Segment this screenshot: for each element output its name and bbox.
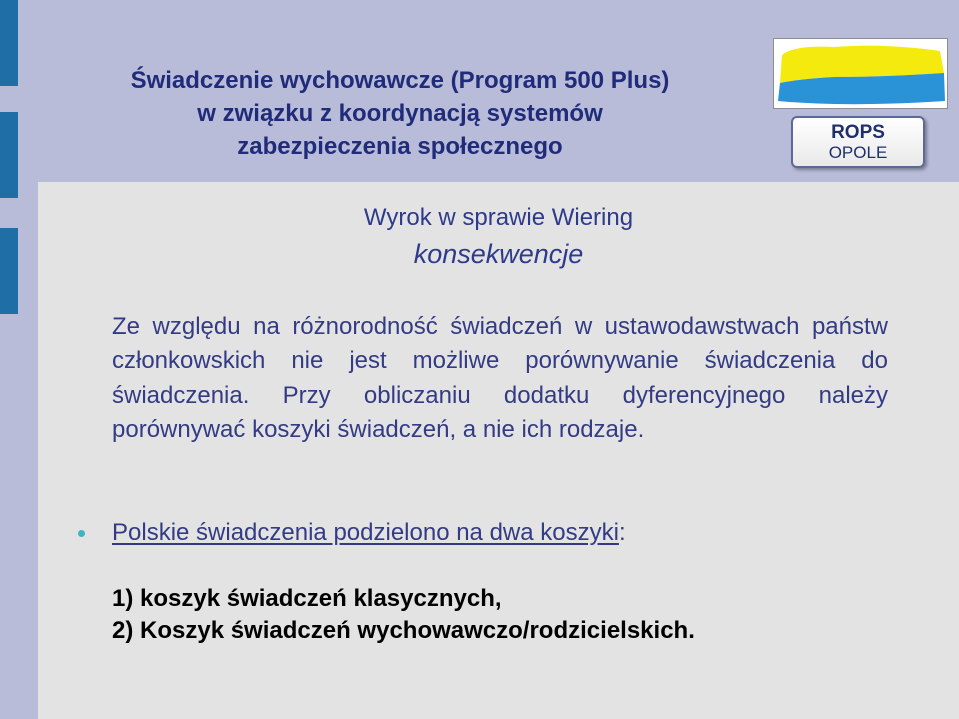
title-line-2: w związku z koordynacją systemów — [197, 100, 603, 127]
page-title — [40, 64, 760, 163]
rops-name: ROPS — [831, 122, 885, 143]
slide-title: Wyrok w sprawie Wiering — [363, 204, 634, 231]
rops-city: OPOLE — [828, 143, 888, 162]
rops-logo — [773, 38, 948, 109]
decor-stripe-3 — [0, 228, 18, 314]
body-paragraph: Ze względu na różnorodność świadczeń w ustawodawstwach państw członkowskich nie jest możliwe porównywanie świadczenia do świadczenia. Przy obliczaniu dodatku dyferencyjnego należy porównywać koszyki świadczeń, a nie ich rodzaje. — [112, 313, 888, 443]
bullet-suffix: : — [618, 519, 626, 546]
bullet-text — [112, 516, 626, 550]
logo-flag-icon — [774, 39, 947, 108]
decor-stripe-1 — [0, 0, 18, 86]
title-line-3: zabezpieczenia społecznego — [237, 133, 563, 160]
list-item: 1) koszyk świadczeń klasycznych, — [112, 585, 502, 612]
list-item: 2) Koszyk świadczeń wychowawczo/rodzicielskich. — [112, 617, 695, 644]
rops-badge — [791, 116, 925, 168]
bullet-underlined-text: Polskie świadczenia podzielono na dwa koszyki — [112, 519, 619, 546]
bullet-dot-icon — [78, 530, 85, 537]
decor-stripe-2 — [0, 112, 18, 198]
basket-list — [112, 583, 695, 647]
slide-subtitle: konsekwencje — [413, 239, 584, 269]
slide-heading — [38, 200, 959, 272]
title-line-1: Świadczenie wychowawcze (Program 500 Plus) — [130, 67, 670, 94]
